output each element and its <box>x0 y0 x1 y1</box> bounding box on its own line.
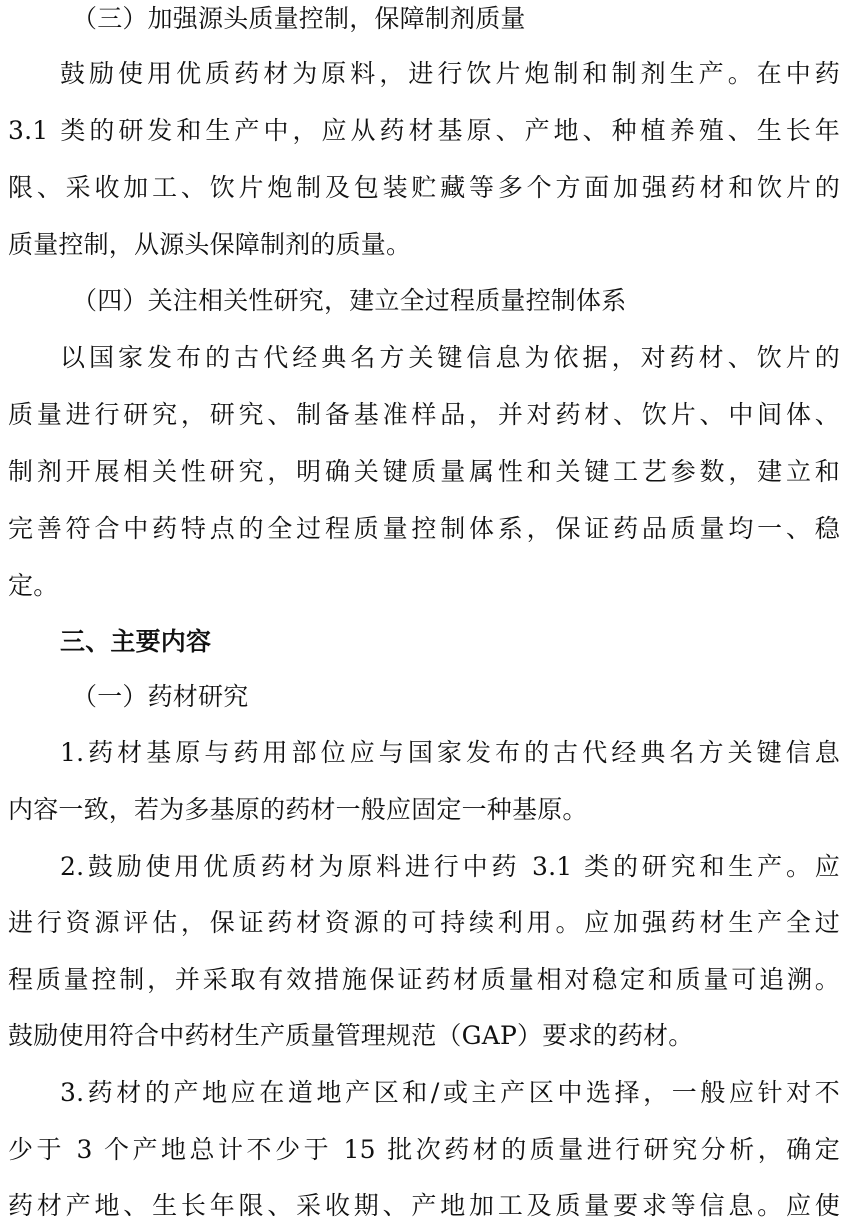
section-title-3: （三）加强源头质量控制，保障制剂质量 <box>72 4 526 33</box>
paragraph-line: 完善符合中药特点的全过程质量控制体系，保证药品质量均一、稳 <box>8 514 840 543</box>
paragraph-line: 程质量控制，并采取有效措施保证药材质量相对稳定和质量可追溯。 <box>8 965 840 994</box>
paragraph-line: 制剂开展相关性研究，明确关键质量属性和关键工艺参数，建立和 <box>8 457 840 486</box>
paragraph-line: 鼓励使用优质药材为原料，进行饮片炮制和制剂生产。在中药 <box>60 59 840 88</box>
main-heading: 三、主要内容 <box>60 627 212 656</box>
paragraph-line: 3.1 类的研发和生产中，应从药材基原、产地、种植养殖、生长年 <box>8 116 840 145</box>
paragraph-line: 1.药材基原与药用部位应与国家发布的古代经典名方关键信息 <box>60 738 840 767</box>
paragraph-line: 进行资源评估，保证药材资源的可持续利用。应加强药材生产全过 <box>8 908 840 937</box>
subsection-title-1: （一）药材研究 <box>72 682 249 711</box>
paragraph-line: 少于 3 个产地总计不少于 15 批次药材的质量进行研究分析，确定 <box>8 1135 840 1164</box>
paragraph-line: 药材产地、生长年限、采收期、产地加工及质量要求等信息。应使 <box>8 1191 840 1220</box>
section-title-4: （四）关注相关性研究，建立全过程质量控制体系 <box>72 286 627 315</box>
paragraph-line: 3.药材的产地应在道地产区和/或主产区中选择，一般应针对不 <box>60 1078 840 1107</box>
paragraph-line: 以国家发布的古代经典名方关键信息为依据，对药材、饮片的 <box>60 343 840 372</box>
paragraph-line: 定。 <box>8 571 59 600</box>
paragraph-line: 质量控制，从源头保障制剂的质量。 <box>8 230 412 259</box>
paragraph-line: 2.鼓励使用优质药材为原料进行中药 3.1 类的研究和生产。应 <box>60 852 840 881</box>
paragraph-line: 限、采收加工、饮片炮制及包装贮藏等多个方面加强药材和饮片的 <box>8 173 840 202</box>
paragraph-line: 质量进行研究，研究、制备基准样品，并对药材、饮片、中间体、 <box>8 400 840 429</box>
paragraph-line: 内容一致，若为多基原的药材一般应固定一种基原。 <box>8 795 588 824</box>
paragraph-line: 鼓励使用符合中药材生产质量管理规范（GAP）要求的药材。 <box>8 1021 694 1050</box>
